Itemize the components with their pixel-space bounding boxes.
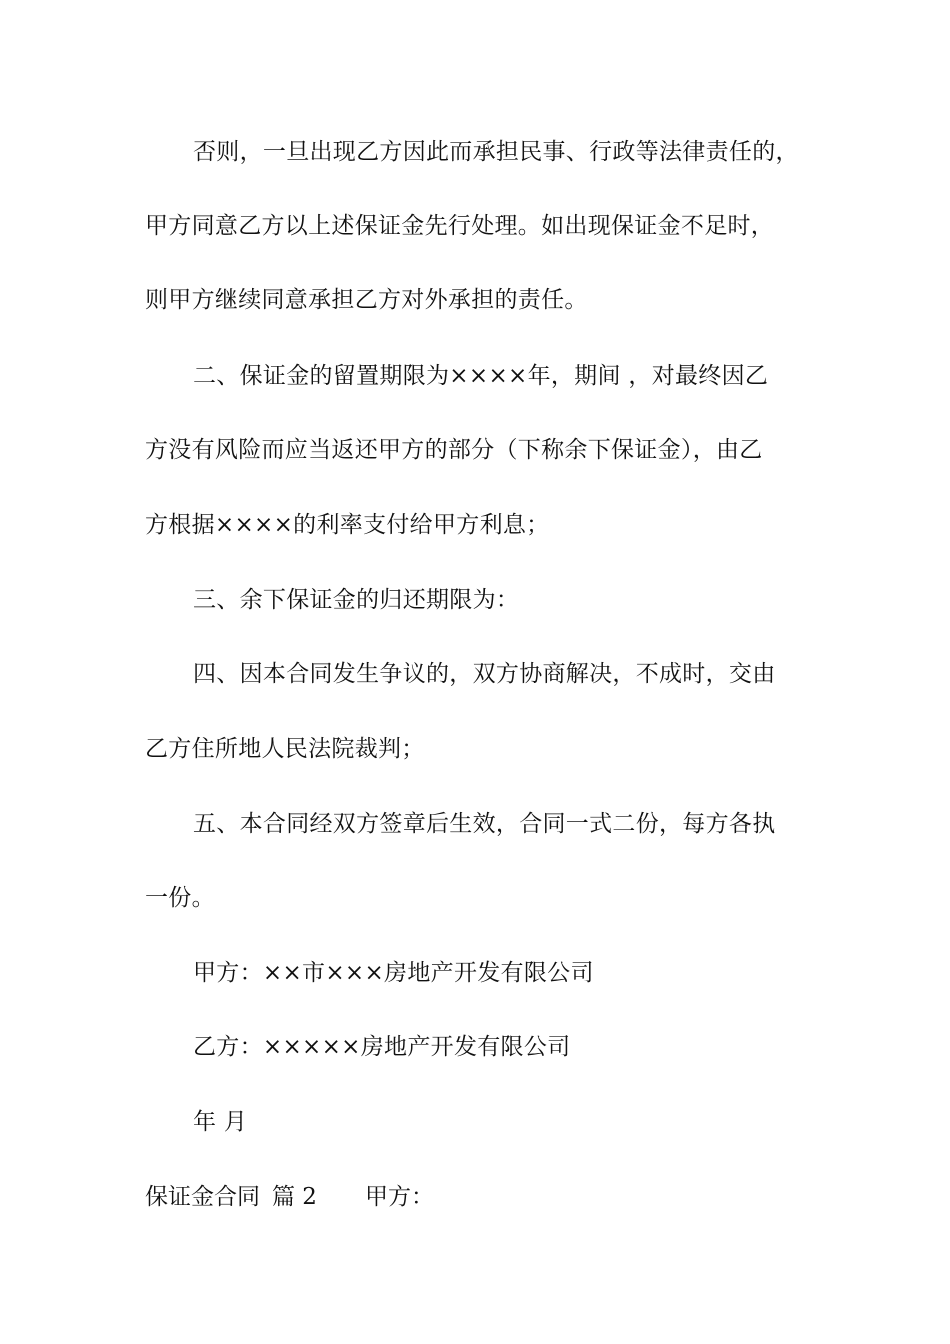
paragraph-line: 一份。 <box>145 885 215 911</box>
paragraph-line: 则甲方继续同意承担乙方对外承担的责任。 <box>145 287 588 313</box>
paragraph-line: 方根据××××的利率支付给甲方利息； <box>145 512 550 538</box>
paragraph-line: 二、保证金的留置期限为××××年，期间 ，对最终因乙 <box>193 363 769 389</box>
date-line: 年 月 <box>193 1109 248 1135</box>
section-party-label: 甲方： <box>364 1184 434 1210</box>
section-part: 篇 2 <box>272 1184 317 1210</box>
paragraph-line: 三、余下保证金的归还期限为： <box>193 587 520 613</box>
section-heading <box>145 1179 845 1215</box>
party-b-line: 乙方：×××××房地产开发有限公司 <box>193 1034 571 1060</box>
paragraph-line: 否则，一旦出现乙方因此而承担民事、行政等法律责任的， <box>193 139 799 165</box>
section-title: 保证金合同 <box>145 1184 260 1210</box>
paragraph-line: 方没有风险而应当返还甲方的部分（下称余下保证金），由乙 <box>145 437 763 463</box>
party-a-line: 甲方：××市×××房地产开发有限公司 <box>193 960 594 986</box>
paragraph-line: 五、本合同经双方签章后生效，合同一式二份，每方各执 <box>193 811 776 837</box>
paragraph-line: 甲方同意乙方以上述保证金先行处理。如出现保证金不足时， <box>145 213 775 239</box>
paragraph-line: 乙方住所地人民法院裁判； <box>145 736 425 762</box>
paragraph-line: 四、因本合同发生争议的，双方协商解决，不成时，交由 <box>193 661 776 687</box>
